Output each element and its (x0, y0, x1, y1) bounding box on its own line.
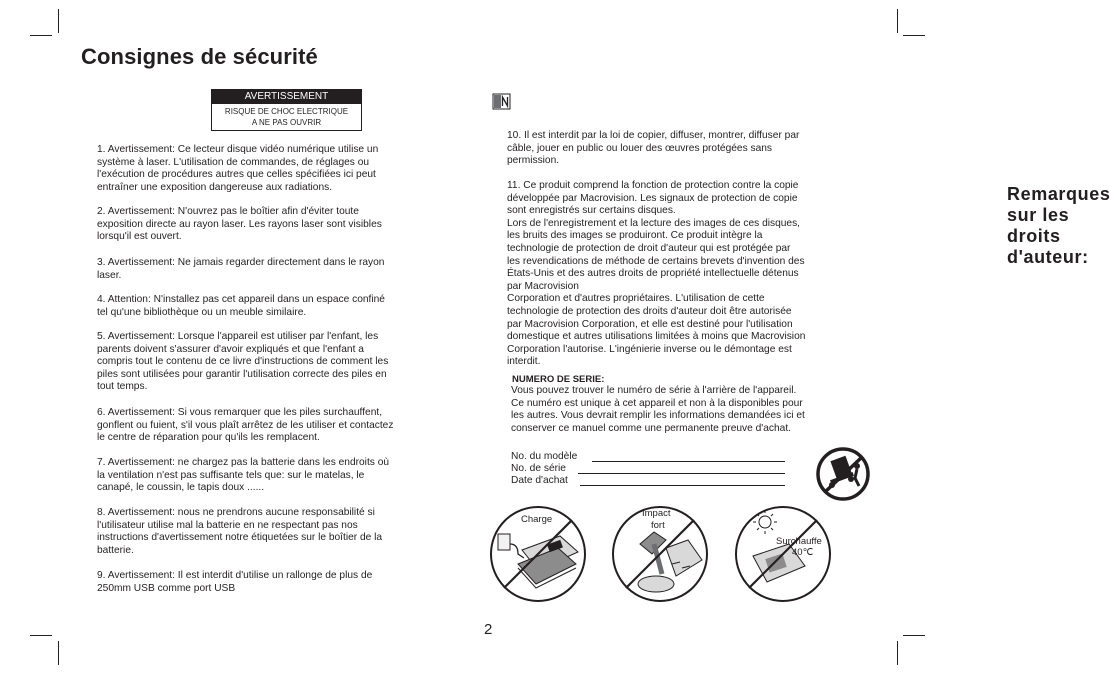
crop-mark (58, 9, 59, 33)
copyright-paragraph-line: technologie de protection de droit d'auteur qui est protégée par (507, 243, 791, 254)
safety-paragraph-line: canapé, le coussin, le tapis doux ...... (97, 482, 265, 494)
safety-paragraph-line: exposition directe au rayon laser. Les rayons laser sont visibles (97, 218, 382, 230)
copyright-paragraph-line: États-Unis et des autres droits de propriété intellectuelle détenus (507, 268, 799, 280)
serial-paragraph-line: les autres. Vous devrait remplir les informations demandées ici et (511, 410, 805, 422)
safety-paragraph-line: 3. Avertissement: Ne jamais regarder directement dans le rayon (97, 257, 385, 268)
warning-label-header: AVERTISSEMENT (212, 90, 361, 104)
safety-paragraph-line: batterie. (97, 544, 134, 556)
copyright-paragraph-line: Corporation et d'autres propriétaires. L'utilisation de cette (507, 293, 765, 305)
safety-paragraph-line: 2. Avertissement: N'ouvrez pas le boîtier afin d'éviter toute (97, 206, 359, 217)
owner-info-field (511, 451, 577, 462)
overheat-label: Surchauffe (776, 536, 822, 547)
owner-info-blank-line[interactable] (578, 473, 785, 474)
crop-mark (903, 635, 925, 636)
safety-paragraph-line: 7. Avertissement: ne chargez pas la batterie dans les endroits où (97, 457, 390, 468)
warning-label-box (211, 89, 362, 131)
copyright-paragraph-line: permission. (507, 155, 560, 167)
safety-paragraph-line: 4. Attention: N'installez pas cet appareil dans un espace confiné (97, 294, 385, 305)
no-impact-icon (610, 504, 710, 604)
safety-paragraph-line: instructions d'avertissement notre étiquetées sur le boîtier de la (97, 532, 383, 544)
serial-number-heading: NUMERO DE SERIE: (512, 374, 605, 385)
crop-mark (30, 35, 52, 36)
serial-paragraph-line: conserver ce manuel comme une permanente preuve d'achat. (511, 422, 791, 434)
safety-paragraph-line: 250mm USB comme port USB (97, 582, 236, 594)
safety-paragraph-line: parents doivent s'assurer d'avoir expliqués et que l'enfant a (97, 343, 364, 355)
copyright-paragraph-line: sont enregistrés sur certains disques. (507, 205, 676, 217)
safety-paragraph-line: tel qu'une bibliothèque ou un meuble similaire. (97, 306, 307, 318)
copyright-paragraph-line: les revendications de méthode de certains brevets d'invention des (507, 255, 805, 267)
safety-paragraph-line: lorsqu'il est ouvert. (97, 231, 182, 243)
copyright-paragraph-line: Corporation l'autorise. L'ingénierie inverse ou le démontage est (507, 343, 792, 355)
serial-paragraph-line: Ce numéro est unique à cet appareil et non à la disponibles pour (511, 397, 803, 409)
copyright-paragraph-line: interdit. (507, 356, 541, 368)
copyright-paragraph-line: par Macrovision Corporation, et elle est destiné pour l'utilisation (507, 318, 793, 330)
crop-mark (58, 641, 59, 665)
safety-paragraph-line: le centre de réparation pour qu'ils les remplacent. (97, 432, 320, 444)
overheat-temperature: 40℃ (792, 547, 814, 558)
owner-info-field-label: No. de série (511, 463, 566, 474)
impact-label: Impact (642, 508, 671, 519)
owner-info-field-label: Date d'achat (511, 475, 568, 486)
safety-paragraph-line: entraîner une exposition dangereuse aux radiations. (97, 181, 333, 193)
safety-paragraph-line: gonflent ou fuient, s'il vous plaît arrêtez de les utiliser et contactez (97, 419, 394, 431)
safety-paragraph-line: 8. Avertissement: nous ne prendrons aucune responsabilité si (97, 507, 375, 518)
safety-paragraph-line: la ventilation n'est pas suffisante tels que: sur le matelas, le (97, 469, 365, 481)
copyright-paragraph-line: par Macrovision (507, 280, 579, 292)
serial-paragraph-line: Vous pouvez trouver le numéro de série à l'arrière de l'appareil. (511, 385, 797, 396)
owner-info-blank-line[interactable] (580, 485, 785, 486)
owner-info-field (511, 475, 568, 486)
copyright-section-title-text: Remarques sur les droits d'auteur: (1007, 184, 1110, 267)
copyright-paragraph-line: câble, jouer en public ou louer des œuvres protégées sans (507, 142, 773, 154)
impact-label: fort (651, 520, 665, 531)
no-charge-on-soft-surface-icon (488, 504, 588, 604)
copyright-paragraph-line: 11. Ce produit comprend la fonction de protection contre la copie (507, 180, 799, 191)
no-overheat-icon (733, 504, 833, 604)
page-title: Consignes de sécurité (81, 44, 318, 69)
safety-paragraph-line: 9. Avertissement: Il est interdit d'utilise un rallonge de plus de (97, 570, 373, 581)
copyright-paragraph-line: domestique et autres utilisations limitées à moins que Macrovision (507, 331, 806, 343)
safety-paragraph-line: 6. Avertissement: Si vous remarquer que les piles surchauffent, (97, 407, 383, 418)
safety-paragraph-line: l'utilisateur utilise mal la batterie en ne respectant pas nos (97, 519, 358, 531)
copyright-paragraph-line: les bruits des images se produiront. Ce produit intègre la (507, 230, 763, 242)
copyright-paragraph-line: technologie de protection des droits d'auteur doit être autorisée (507, 306, 792, 317)
charge-label: Charge (521, 514, 553, 525)
copyright-paragraph-line: 10. Il est interdit par la loi de copier, diffuser, montrer, diffuser par (507, 130, 800, 141)
safety-paragraph-line: 5. Avertissement: Lorsque l'appareil est utiliser par l'enfant, les (97, 331, 379, 342)
safety-paragraph-line: laser. (97, 269, 122, 281)
n-logo-icon (493, 94, 510, 109)
warning-label-line: RISQUE DE CHOC ELECTRIQUE (224, 107, 349, 116)
safety-paragraph-line: compris tout le contenu de ce livre d'instructions de comment les (97, 356, 389, 368)
safety-paragraph-line: piles sont utilisées pour garantir l'utilisation correcte des piles en (97, 368, 387, 380)
owner-info-blank-line[interactable] (592, 461, 785, 462)
crop-mark (903, 35, 925, 36)
crop-mark (897, 9, 898, 33)
safety-paragraph-line: 1. Avertissement: Ce lecteur disque vidéo numérique utilise un (97, 144, 379, 155)
safety-paragraph-line: l'exécution de procédures autres que celles spécifiées ici peut (97, 169, 376, 181)
safety-paragraph-line: système à laser. L'utilisation de commandes, de réglages ou (97, 156, 370, 168)
warning-label-line: A NE PAS OUVRIR (251, 118, 322, 127)
no-cart-tipover-icon (815, 446, 873, 504)
crop-mark (897, 641, 898, 665)
copyright-paragraph-line: développée par Macrovision. Les signaux de protection de copie (507, 192, 798, 204)
owner-info-field (511, 463, 566, 474)
safety-paragraph-line: tout temps. (97, 381, 148, 393)
owner-info-field-label: No. du modèle (511, 451, 578, 462)
copyright-paragraph-line: Lors de l'enregistrement et la lecture des images de ces disques, (507, 217, 801, 229)
page-number: 2 (484, 621, 493, 638)
warning-label-text (212, 104, 361, 128)
crop-mark (30, 635, 52, 636)
